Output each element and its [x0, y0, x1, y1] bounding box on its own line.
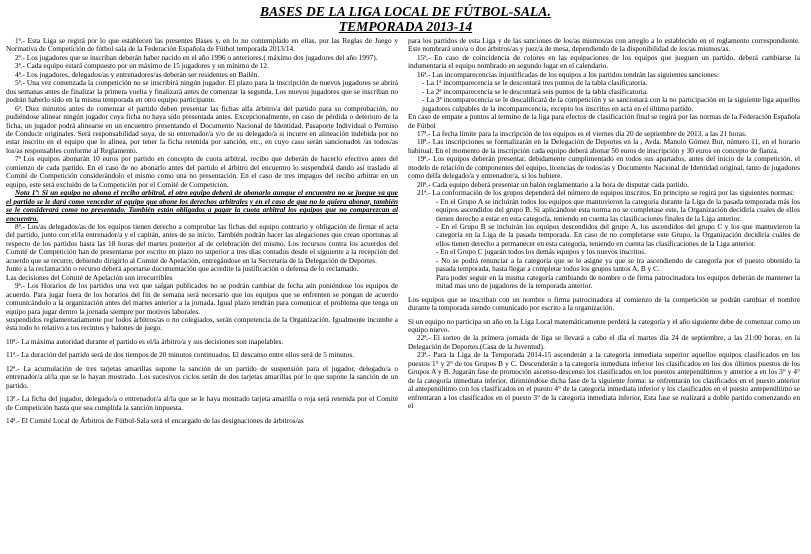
paragraph-base-23: 23ª.- Para la Liga de la Temporada 2014-15 ascenderán a la categoría inmediata superior aquellos equipos clasificados en los puestos 1° y 2° de tos Grupos B y C. Descenderán a la categoría inmediata inferior los clasificados en los dos últimos puestos de los Grupos A y B. Jugarán fase de promoción ascenso-descenso los clasificados en los puestos antepenúltimos y anterior a en los 3° y 4° de la categoría inmediata inferior, dirimiéndose dicha fase de la siguiente forma: se enfrentarán los clasificados en el puesto anterior al antepenúltimo con los clasificados en el puesto 4° de la categoría inmediata inferior y los clasificados en el puesto antepenúltimo se enfrentaran a los clasificados en el puesto 3° de la categoría inmediata inferior, Esta fase se realizará a doble partido comenzando en el — [408, 350, 800, 411]
paragraph-suspendidos: suspendidos reglamentariamente por lodos árbitros/as o no colegiados, serán competencia de la Organización. Igualmente incumbe a ésta todo lo relativo a tos recintos y balones de juego. — [6, 314, 398, 333]
page-title-line-1: BASES DE LA LIGA LOCAL DE FÚTBOL-SALA. — [260, 4, 551, 19]
list-item-grupo-c: - En el Grupo C jugarán todos los demás equipos y los nuevos inscritos. — [436, 247, 646, 257]
paragraph-base-6: 6ª. Diez minutos antes de comenzar el partido deben presentar las fichas alfa árbitro/a del partido para su comprobación, no pudiéndose alinear ningún jugador cuya ficha no haya sido presentada antes. Excepcionalmente, en caso de pérdida o deterioro de la ficha, un jugador podrá alinearse en un encuentro presentando el Documento Nacional de Identidad, Pasaporte Individual o Permiso de Conducir originales. Será responsabilidad suya, de su entrenador/a y/o de su delegado/a si incurre en alineación indebida por no estar inscrito en el equipo que lo alinea, por tener la ficha retenida por sanción, etc., en cuyo caso serán sancionados /as todos/as los/as responsables conforme al Reglamento. — [6, 103, 398, 155]
list-item-incomparecencia-3: - La 3ª incomparecencia se le descalificará de la competición y se sancionará con la no participación en la siguiente liga aquellos jugadores culpables de la incomparecencia, excepto los inscritos en acta en el último partido. — [422, 95, 800, 113]
nota-1-text: Nota 1ª: Si un equipo no abona el recibo arbitral, el otro equipo deberá de abonarlo aunque el encuentro no se juegue ya que el partido se le dará como vencedor al equipo que abone los derechos arbitrales y en el caso de que no lo quiera abonar, también se le considerará como no presentado. También están obligados a pagar la cuota arbitral los equipos que no comparezcan al encuentro. — [6, 188, 398, 223]
paragraph-nota-1 — [6, 189, 398, 223]
paragraph-base-13: 13ª.- La ficha del jugador, delegado/a o entrenador/a al/la que se le haya mostrado tarjeta amarilla o roja será retenida por el Comité de Competición hasta que sea cumplida la sanción impuesta. — [6, 394, 398, 412]
base-18-text: 18ª.- Las inscripciones se formalizarán en la Delegación de Deportes en la , Avda. Manolo Gómez Bur, número 11, en el horario habitual. En el momento de la inscripción cada equipo deberá abonar 50 euros de inscripción y 30 euros en concepto de fianza. — [408, 137, 800, 155]
left-column — [6, 37, 398, 425]
paragraph-apelacion: Las decisiones del Comité de Apelación son irrecurribles — [6, 272, 173, 282]
paragraph-base-14-cont: para los partidos de esta Liga y de las sanciones de los/as mismos/as con arreglo a lo establecido en el reglamento correspondiente. Este nombrará uno/a o dos árbitros/as y juez/a de mesa, dependiendo de la disponibilidad de los/as mismos/as. — [408, 36, 800, 54]
right-column — [408, 37, 800, 410]
list-item-renuncia-categoria: - No se podrá renunciar a la categoría que se le asigne ya que se ira ascendiendo de categoría por el puesto obtenido la pasada temporada, hasta llegar a completar todos los grupos tantos A, B y C. — [436, 255, 800, 274]
paragraph-base-8: 8ª.- Los/as delegados/as de los equipos tienen derecho a comprobar las fichas del equipo contrario y obligación de firmar el acta del partido, junto con el/la entrenador/a y el capitán, antes de su inicio. También podrán hacer las alegaciones que crean oportunas al respecto de los partidos hasta las 18 horas del martes posterior al de celebración del mismo. Los recursos contra los acuerdos del Comité de Competición han de presentarse por escrito en plazo no superior a tres días contados desde el siguiente a la recepción del acuerdo que se recurre, debiendo dirigirlo al Comité de Apelación, entregándose en la Secretaría de la Delegación de Deportes. — [6, 221, 398, 265]
two-column-body — [6, 37, 805, 425]
list-item-grupo-a: - En el Grupo A se incluirán todos los equipos que mantuvieron la categoría durante la Liga de la pasada temporada más los equipos ascendidos del grupo B. Si aplicándose esta norma no se completase este, la Organización decidiría cuales de ellos tienen derecho a estar en esta categoría, teniendo en cuenta las clasificaciones finales de la Liga anterior. — [436, 196, 800, 223]
paragraph-base-3: 3ª.- Cada equipo estará compuesto por un máximo de 15 jugadores y un mínimo de 12. — [15, 61, 269, 71]
paragraph-base-16: 16ª.- Las incomparecencias injustificadas de los equipos a los partidos tendrán las siguientes sanciones: — [417, 69, 719, 79]
page-title — [6, 4, 805, 34]
paragraph-cambio-nombre-temporada: Los equipos que se inscriban con un nombre o firma patrocinadora al comienzo de la competición se podrán cambiar el nombre durante la temporada siendo comunicado por escrito a la organización. — [408, 294, 800, 313]
paragraph-base-7: 7ª Los equipos abonarán 10 euros por partido en concepto de cuota arbitral, recibo que deberán de hacerlo efectivo antes del comienzo de cada partido. En el caso de no abonarlo antes del partido el árbitro del encuentro lo suspenderá dando así traslado al Comité de Competición considerándolo el mismo como una no presentación. En el caso de tres impagos del recibo arbitrar en un equipo, este será excluido de la Competición por el Comité de Competición. — [6, 154, 398, 189]
paragraph-base-5: 5ª.- Una vez comenzada la competición no se inscribirá ningún jugador. El plazo para la inscripción de nuevos jugadores se abrirá dos semanas antes de finalizar la primera vuelta y finalizará antes de comenzar la segunda. Los nuevos jugadores que se inscriban no podrán haberlo sido en la misma temporada en otro equipo participante. — [6, 78, 398, 105]
paragraph-base-9: 9ª.- Los Horarios de los partidos una vez que salgan publicados no se podrán cambiar de fecha aún poniéndose los equipos de acuerdo. Para jugar fuera de los horarios del fin de semana será necesario que los equipos que se enfrenten se pongan de acuerdo comunicándolo a la organización antes del martes anterior a la jornada. Igual plazo tendrán para comunicar el problema que tenga un equipo para jugar dentro la jornada siempre por motivos laborales. — [6, 281, 398, 316]
paragraph-base-18 — [408, 138, 800, 155]
page-title-line-2: TEMPORADA 2013-14 — [338, 19, 473, 34]
list-item-incomparecencia-1: - La 1ª incomparecencia se le descontará tres puntos de la tabla clasificatoria. — [422, 78, 648, 88]
paragraph-reclamacion: Junto a la reclamación o recurso deberá aportarse documentación que acredite la justificación o defensa de lo reclamado. — [6, 264, 359, 274]
paragraph-base-20: 20ª.- Cada equipo deberá presentar un balón reglamentario a la hora de disputar cada partido. — [417, 179, 689, 189]
paragraph-base-14: 14ª.- El Comité Local de Árbitros de Fútbol-Sala será el encargado de las designaciones de árbitros/as — [6, 416, 304, 426]
paragraph-base-2: 2ª.- Los jugadores que se inscriban deberán haber nacido en el año 1996 o anteriores.( máximo dos jugadores del año 1997). — [15, 52, 378, 62]
paragraph-empate-puntos: En caso de empate a puntos al termino de la liga para efectos de clasificación final se regirá por las normas de la Federación Española de Fútbol — [408, 112, 800, 130]
list-item-cambio-nombre: Para poder seguir en la misma categoría cambiando de nombre o de firma patrocinadora los equipos deberán de mantener la mitad mas uno de jugadores de la temporada anterior. — [436, 272, 800, 291]
paragraph-base-15: 15ª.- En caso de coincidencia de colores en las equipaciones de los equipos que jueguen un partido, deberá cambiarse la indumentaria el equipo nombrado en segundo lugar en el calendario. — [408, 52, 800, 71]
paragraph-base-11: 11ª.- La duración del partido será de dos tiempos de 20 minutos continuados. El descanso entre ellos será de 5 minutos. — [6, 350, 355, 360]
paragraph-base-21: 21ª.- La conformación de los grupos dependerá del número de equipos inscritos. En principio se regirá por las siguientes normas: — [417, 188, 795, 198]
paragraph-base-10: 10ª.- La máxima autoridad durante el partido es el/la árbitro/a y sus decisiones son inapelables. — [6, 336, 284, 346]
paragraph-base-4: 4ª.- Los jugadores, delegados/as y entrenadores/as deberán ser residentes en Bailén. — [15, 69, 260, 79]
paragraph-base-17: 17ª.- La fecha límite para la inscripción de los equipos es el viernes día 20 de septiembre de 2013, a las 21 horas. — [417, 128, 747, 138]
paragraph-base-19: 19ª.- Los equipos deberán presentar, debidamente cumplimentado en todos sus apartados, antes del inicio de la competición, el modelo de relación de componentes del equipo, licencias de todos/as y Documento Nacional de Identidad original, tanto de jugadores como delfa delegado/a y entrenador/a, si los hubiere. — [408, 154, 800, 181]
list-item-incomparecencia-2: - La 2ª incomparecencia se le descontará seis puntos de la tabla clasificatoria. — [422, 86, 648, 96]
paragraph-no-participa: Si un equipo no participa un año en la Liga Local matemáticamente perderá la categoría y el año siguiente debe de comenzar como un equipo nuevo. — [408, 316, 800, 334]
paragraph-base-1: 1ª.- Esta Liga se regirá por lo que establecen las presentes Bases y, en lo no contemplado en ellas, por las Reglas de Juego y Normativa de Competición de fútbol sala de la Federación Española de Fútbol temporada 2013/14. — [6, 36, 398, 54]
paragraph-base-12: 12ª.- La acumulación de tres tarjetas amarillas supone la sanción de un partido de suspensión para el jugador, delegado/a o entrenador/a al/la que se le hayan mostrado. Los sucesivos ciclos serán de dos tarjetas amarillas por lo que supone la sanción de un partido. — [6, 363, 398, 390]
list-item-grupo-b: - En el Grupo B se incluirán los equipos descendidos del grupo A, los ascendidos del grupo C y los que mantuvieron la categoría en la Liga de la pasada temporada. En caso de no completarse este Grupo, la Organización decidiría cuáles de ellos tienen derecho a permanecer en esta categoría, teniendo en cuenta las clasificaciones de la Liga anterior. — [436, 221, 800, 248]
paragraph-base-22: 22ª.- El sorteo de la primera jornada de liga se llevará a cabo el día el martes día 24 de septiembre, a las 21:00 horas, en la Delegación de Deportes.(Casa de la Juventud). — [408, 333, 800, 351]
